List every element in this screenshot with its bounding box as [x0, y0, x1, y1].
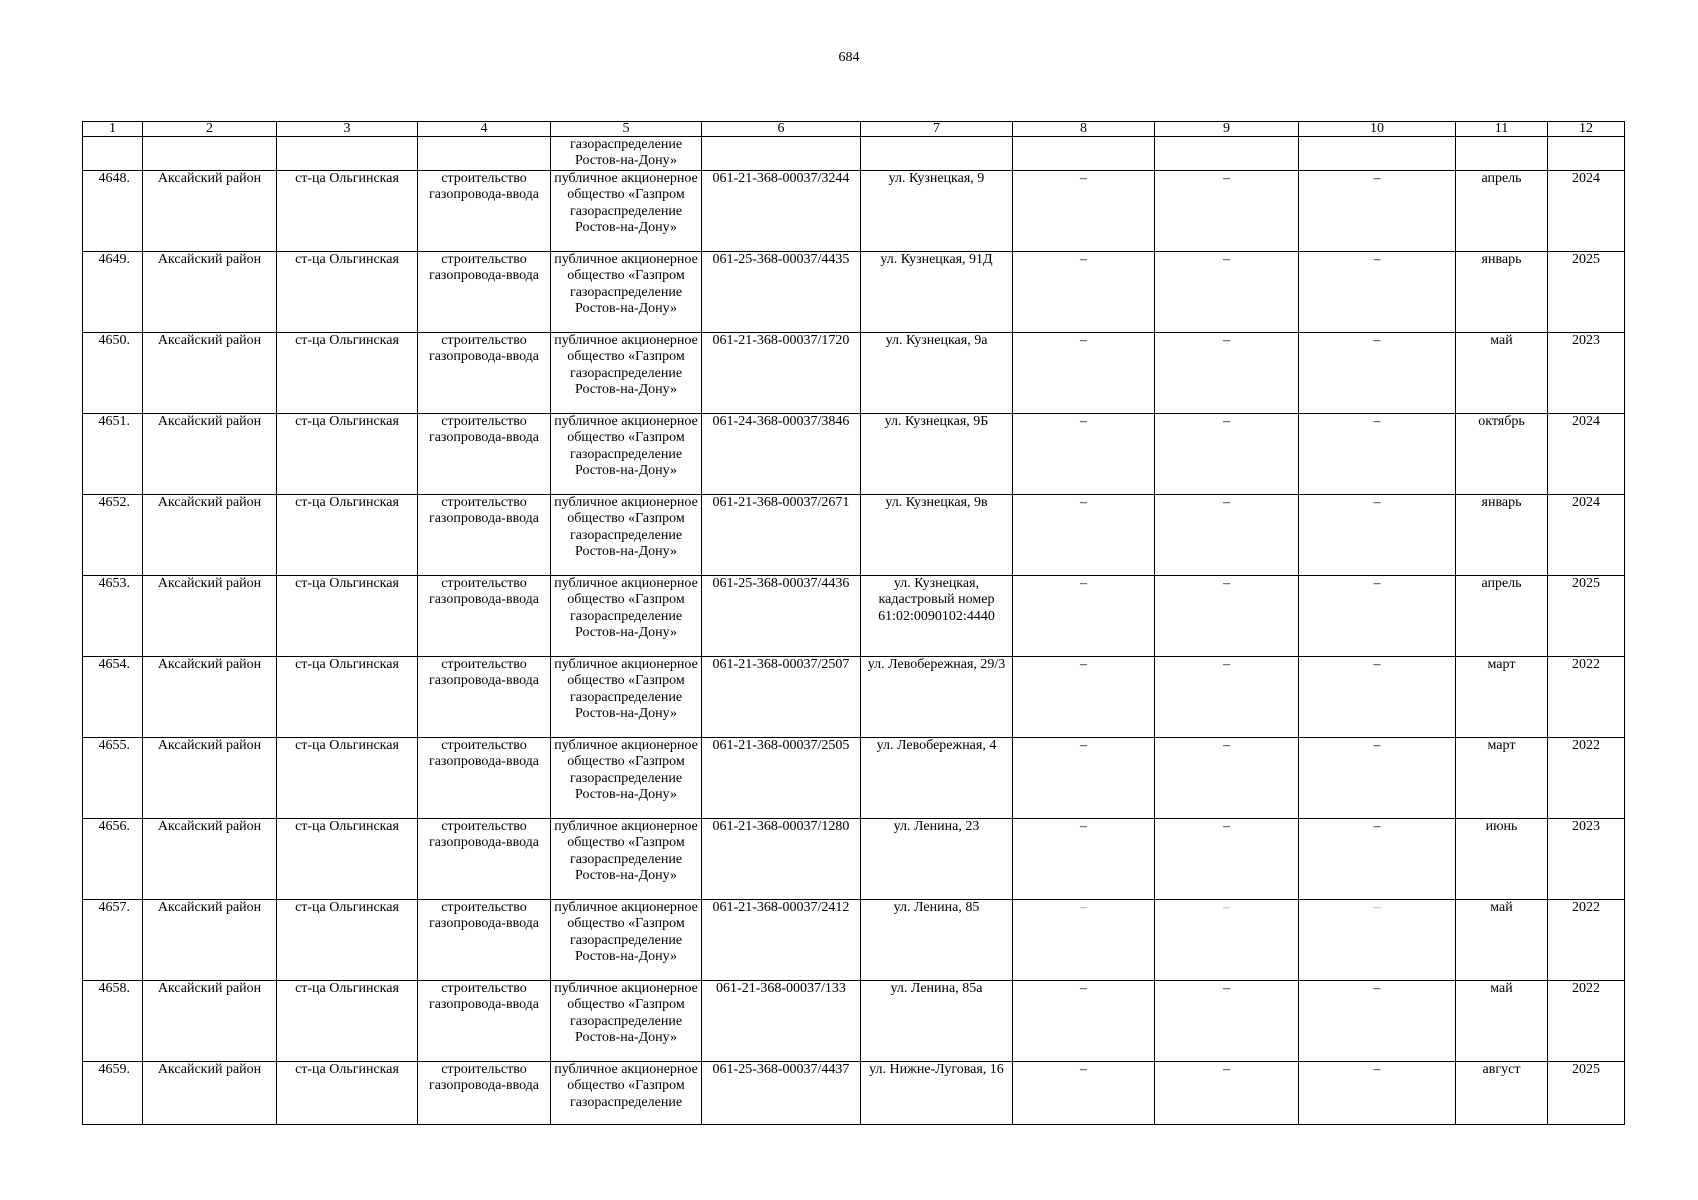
table-cell	[1299, 137, 1456, 171]
table-row	[83, 332, 1625, 413]
table-cell-col10: –	[1299, 1061, 1456, 1124]
table-cell-year: 2022	[1548, 656, 1625, 737]
table-cell-year: 2023	[1548, 818, 1625, 899]
table-cell-district: Аксайский район	[143, 494, 277, 575]
table-cell-district: Аксайский район	[143, 656, 277, 737]
table-cell-settlement: ст-ца Ольгинская	[277, 737, 418, 818]
table-cell-organization: публичное акционерное общество «Газпром газораспределение Ростов-на-Дону»	[551, 332, 702, 413]
table-cell-year: 2025	[1548, 251, 1625, 332]
table-cell-settlement: ст-ца Ольгинская	[277, 899, 418, 980]
table-cell	[1013, 137, 1155, 171]
table-cell-month: май	[1456, 899, 1548, 980]
table-cell-col10: –	[1299, 251, 1456, 332]
table-cell-district: Аксайский район	[143, 980, 277, 1061]
table-cell-col10: –	[1299, 818, 1456, 899]
table-cell-address: ул. Кузнецкая, 9а	[861, 332, 1013, 413]
table-cell-col8: –	[1013, 980, 1155, 1061]
table-cell-code: 061-21-368-00037/2507	[702, 656, 861, 737]
column-header: 1	[83, 122, 143, 137]
table-cell-col10: –	[1299, 899, 1456, 980]
table-row	[83, 494, 1625, 575]
table-cell-organization: публичное акционерное общество «Газпром газораспределение Ростов-на-Дону»	[551, 656, 702, 737]
table-cell-number: 4652.	[83, 494, 143, 575]
table-cell-month: май	[1456, 332, 1548, 413]
table-cell-work-type: строительство газопровода-ввода	[418, 251, 551, 332]
table-cell-col10: –	[1299, 494, 1456, 575]
table-cell-settlement: ст-ца Ольгинская	[277, 1061, 418, 1124]
table-cell-organization: публичное акционерное общество «Газпром газораспределение Ростов-на-Дону»	[551, 899, 702, 980]
table-cell-address: ул. Ленина, 85а	[861, 980, 1013, 1061]
table-cell-work-type: строительство газопровода-ввода	[418, 737, 551, 818]
table-cell-number: 4648.	[83, 170, 143, 251]
table-cell-month: март	[1456, 737, 1548, 818]
table-cell-number: 4655.	[83, 737, 143, 818]
table-cell-col10: –	[1299, 332, 1456, 413]
table-cell-col9: –	[1155, 332, 1299, 413]
table-cell-number: 4651.	[83, 413, 143, 494]
table-cell-col10: –	[1299, 575, 1456, 656]
table-cell-organization: публичное акционерное общество «Газпром газораспределение Ростов-на-Дону»	[551, 494, 702, 575]
table-cell-col9: –	[1155, 818, 1299, 899]
table-cell-year: 2022	[1548, 980, 1625, 1061]
table-cell-address: ул. Левобережная, 4	[861, 737, 1013, 818]
column-header: 10	[1299, 122, 1456, 137]
table-cell-district: Аксайский район	[143, 413, 277, 494]
table-cell-organization: публичное акционерное общество «Газпром газораспределение Ростов-на-Дону»	[551, 251, 702, 332]
column-header: 12	[1548, 122, 1625, 137]
table-cell-organization: публичное акционерное общество «Газпром газораспределение Ростов-на-Дону»	[551, 575, 702, 656]
table-cell-col8: –	[1013, 332, 1155, 413]
table-cell-year: 2025	[1548, 1061, 1625, 1124]
table-cell-number: 4658.	[83, 980, 143, 1061]
column-header: 7	[861, 122, 1013, 137]
table-cell-code: 061-21-368-00037/1720	[702, 332, 861, 413]
table-cell	[418, 137, 551, 171]
table-cell-col9: –	[1155, 413, 1299, 494]
page-number: 684	[838, 50, 860, 65]
column-header: 6	[702, 122, 861, 137]
table-cell-number: 4659.	[83, 1061, 143, 1124]
table-cell-col9: –	[1155, 656, 1299, 737]
table-cell-code: 061-21-368-00037/2505	[702, 737, 861, 818]
table-cell-district: Аксайский район	[143, 251, 277, 332]
table-row	[83, 737, 1625, 818]
table-cell-year: 2024	[1548, 413, 1625, 494]
table-row	[83, 980, 1625, 1061]
table-cell-address: ул. Ленина, 23	[861, 818, 1013, 899]
table-cell-work-type: строительство газопровода-ввода	[418, 818, 551, 899]
table-cell-organization: публичное акционерное общество «Газпром газораспределение Ростов-на-Дону»	[551, 413, 702, 494]
table-cell-year: 2022	[1548, 737, 1625, 818]
column-header: 8	[1013, 122, 1155, 137]
table-cell-address: ул. Кузнецкая, 9в	[861, 494, 1013, 575]
table-row	[83, 899, 1625, 980]
table-cell-work-type: строительство газопровода-ввода	[418, 332, 551, 413]
table-cell	[702, 137, 861, 171]
table-cell-work-type: строительство газопровода-ввода	[418, 413, 551, 494]
table-cell-settlement: ст-ца Ольгинская	[277, 494, 418, 575]
table-cell-col8: –	[1013, 413, 1155, 494]
table-cell-code: 061-21-368-00037/3244	[702, 170, 861, 251]
table-body	[83, 122, 1625, 1125]
table-cell-settlement: ст-ца Ольгинская	[277, 251, 418, 332]
table-cell-number: 4654.	[83, 656, 143, 737]
table-cell	[83, 137, 143, 171]
table-cell-col8: –	[1013, 575, 1155, 656]
table-cell-district: Аксайский район	[143, 1061, 277, 1124]
table-cell-month: октябрь	[1456, 413, 1548, 494]
table-cell-month: апрель	[1456, 575, 1548, 656]
column-number-row	[83, 122, 1625, 137]
table-cell-month: июнь	[1456, 818, 1548, 899]
table-cell-district: Аксайский район	[143, 575, 277, 656]
table-cell-settlement: ст-ца Ольгинская	[277, 332, 418, 413]
table-cell-col9: –	[1155, 899, 1299, 980]
table-cell	[1548, 137, 1625, 171]
table-cell-settlement: ст-ца Ольгинская	[277, 575, 418, 656]
table-cell-col9: –	[1155, 494, 1299, 575]
table-cell-organization: публичное акционерное общество «Газпром газораспределение	[551, 1061, 702, 1124]
table-cell-number: 4650.	[83, 332, 143, 413]
table-cell-month: апрель	[1456, 170, 1548, 251]
table-cell-col9: –	[1155, 575, 1299, 656]
table-cell-year: 2023	[1548, 332, 1625, 413]
column-header: 11	[1456, 122, 1548, 137]
column-header: 3	[277, 122, 418, 137]
table-cell-col9: –	[1155, 1061, 1299, 1124]
table-cell-address: ул. Кузнецкая, 9	[861, 170, 1013, 251]
table-cell-work-type: строительство газопровода-ввода	[418, 170, 551, 251]
table-cell-organization: публичное акционерное общество «Газпром газораспределение Ростов-на-Дону»	[551, 737, 702, 818]
table-cell-address: ул. Кузнецкая, 9Б	[861, 413, 1013, 494]
table-cell-month: март	[1456, 656, 1548, 737]
table-cell-district: Аксайский район	[143, 332, 277, 413]
table-cell-district: Аксайский район	[143, 899, 277, 980]
table-cell-work-type: строительство газопровода-ввода	[418, 899, 551, 980]
table-cell-work-type: строительство газопровода-ввода	[418, 494, 551, 575]
table-row	[83, 251, 1625, 332]
table-cell-organization: публичное акционерное общество «Газпром газораспределение Ростов-на-Дону»	[551, 980, 702, 1061]
table-cell-col8: –	[1013, 656, 1155, 737]
table-cell-col8: –	[1013, 818, 1155, 899]
table-cell-number: 4656.	[83, 818, 143, 899]
table-cell-organization: публичное акционерное общество «Газпром газораспределение Ростов-на-Дону»	[551, 818, 702, 899]
table-cell-district: Аксайский район	[143, 170, 277, 251]
table-cell-code: 061-21-368-00037/133	[702, 980, 861, 1061]
table-cell-number: 4653.	[83, 575, 143, 656]
table-cell-year: 2024	[1548, 494, 1625, 575]
table-cell-month: август	[1456, 1061, 1548, 1124]
table-cell-code: 061-21-368-00037/1280	[702, 818, 861, 899]
table-cell-month: январь	[1456, 251, 1548, 332]
table-cell-address: ул. Левобережная, 29/3	[861, 656, 1013, 737]
table-cell-code: 061-24-368-00037/3846	[702, 413, 861, 494]
table-cell-code: 061-25-368-00037/4435	[702, 251, 861, 332]
table-cell-district: Аксайский район	[143, 818, 277, 899]
continuation-row	[83, 137, 1625, 171]
table-cell	[1456, 137, 1548, 171]
table-cell-code: 061-21-368-00037/2412	[702, 899, 861, 980]
table-row	[83, 575, 1625, 656]
table-cell-work-type: строительство газопровода-ввода	[418, 1061, 551, 1124]
table-cell-work-type: строительство газопровода-ввода	[418, 656, 551, 737]
table-cell-year: 2025	[1548, 575, 1625, 656]
register-table	[82, 121, 1625, 1125]
table-cell-month: май	[1456, 980, 1548, 1061]
table-row	[83, 170, 1625, 251]
table-cell-settlement: ст-ца Ольгинская	[277, 818, 418, 899]
table-cell-col9: –	[1155, 251, 1299, 332]
table-cell-col10: –	[1299, 656, 1456, 737]
table-row	[83, 818, 1625, 899]
table-cell-number: 4657.	[83, 899, 143, 980]
table-cell-year: 2022	[1548, 899, 1625, 980]
table-cell-col10: –	[1299, 170, 1456, 251]
table-cell	[861, 137, 1013, 171]
column-header: 4	[418, 122, 551, 137]
table-cell-work-type: строительство газопровода-ввода	[418, 980, 551, 1061]
table-row	[83, 1061, 1625, 1124]
table-cell-col9: –	[1155, 170, 1299, 251]
column-header: 5	[551, 122, 702, 137]
table-cell-col8: –	[1013, 899, 1155, 980]
table-cell-month: январь	[1456, 494, 1548, 575]
table-cell-col8: –	[1013, 170, 1155, 251]
table-cell-col8: –	[1013, 494, 1155, 575]
table-cell-settlement: ст-ца Ольгинская	[277, 980, 418, 1061]
table-cell-col10: –	[1299, 413, 1456, 494]
table-cell-col10: –	[1299, 737, 1456, 818]
table-cell-col8: –	[1013, 1061, 1155, 1124]
table-cell-settlement: ст-ца Ольгинская	[277, 413, 418, 494]
table-cell-settlement: ст-ца Ольгинская	[277, 656, 418, 737]
table-cell-year: 2024	[1548, 170, 1625, 251]
column-header: 9	[1155, 122, 1299, 137]
table-cell-col9: –	[1155, 737, 1299, 818]
table-cell-settlement: ст-ца Ольгинская	[277, 170, 418, 251]
table-cell-organization: газораспределение Ростов-на-Дону»	[551, 137, 702, 171]
table-cell-district: Аксайский район	[143, 737, 277, 818]
table-cell	[143, 137, 277, 171]
table-cell	[277, 137, 418, 171]
table-cell-col8: –	[1013, 251, 1155, 332]
table-cell-work-type: строительство газопровода-ввода	[418, 575, 551, 656]
table-cell-code: 061-25-368-00037/4437	[702, 1061, 861, 1124]
table-cell-address: ул. Нижне-Луговая, 16	[861, 1061, 1013, 1124]
table-cell-address: ул. Кузнецкая, кадастровый номер 61:02:0090102:4440	[861, 575, 1013, 656]
table-cell-code: 061-21-368-00037/2671	[702, 494, 861, 575]
table-cell-col10: –	[1299, 980, 1456, 1061]
table-row	[83, 413, 1625, 494]
table-row	[83, 656, 1625, 737]
table-cell-col9: –	[1155, 980, 1299, 1061]
table-cell-organization: публичное акционерное общество «Газпром газораспределение Ростов-на-Дону»	[551, 170, 702, 251]
table-cell-code: 061-25-368-00037/4436	[702, 575, 861, 656]
table-cell-col8: –	[1013, 737, 1155, 818]
table-cell-number: 4649.	[83, 251, 143, 332]
table-cell	[1155, 137, 1299, 171]
table-cell-address: ул. Кузнецкая, 91Д	[861, 251, 1013, 332]
column-header: 2	[143, 122, 277, 137]
table-cell-address: ул. Ленина, 85	[861, 899, 1013, 980]
